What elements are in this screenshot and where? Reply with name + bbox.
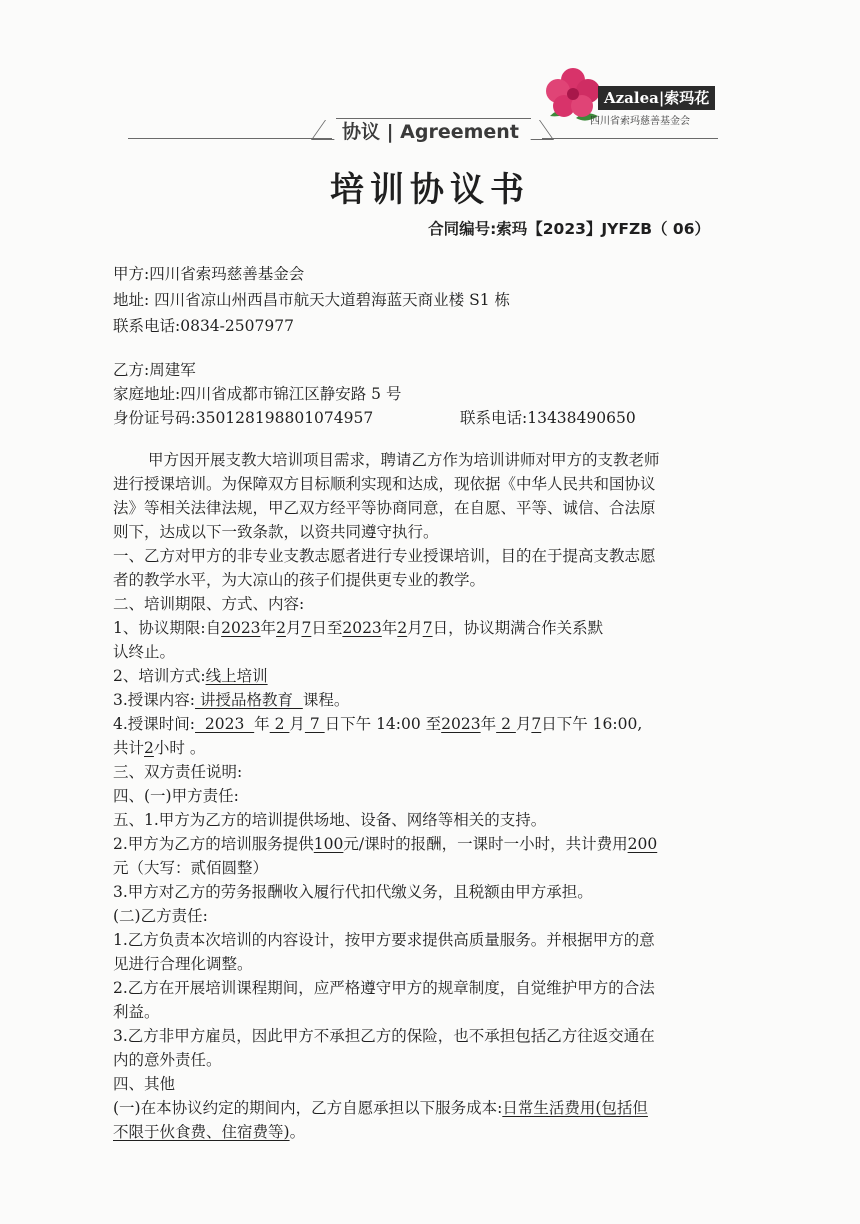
- logo-subtitle: 四川省索玛慈善基金会: [590, 116, 690, 127]
- clause-line: 一、乙方对甲方的非专业支教志愿者进行专业授课培训，目的在于提高支教志愿: [113, 547, 656, 565]
- party-a-phone: 联系电话:0834-2507977: [113, 317, 294, 335]
- clause-line: 认终止。: [113, 643, 176, 661]
- fee-rate: 100: [313, 835, 344, 853]
- intro-line: 进行授课培训。为保障双方目标顺利实现和达成，现依据《中华人民共和国协议: [113, 475, 656, 493]
- time-year: 2023: [195, 715, 255, 733]
- fee-label: 2.甲方为乙方的培训服务提供: [113, 835, 314, 853]
- clause-line: 元（大写：贰佰圆整）: [113, 859, 269, 877]
- party-b-name: 乙方:周建军: [113, 361, 196, 379]
- start-day: 7: [301, 619, 312, 637]
- party-b-id-line: [113, 408, 373, 428]
- day-unit: 日至: [311, 619, 343, 637]
- clause-line: 利益。: [113, 1003, 160, 1021]
- clause-line: 3.甲方对乙方的劳务报酬收入履行代扣代缴义务，且税额由甲方承担。: [113, 883, 593, 901]
- period-label: 1、协议期限:自: [113, 619, 222, 637]
- month-unit: 月: [515, 715, 532, 733]
- logo-name: Azalea|索玛花: [598, 86, 715, 110]
- time-end: 日下午 16:00,: [541, 715, 643, 733]
- time-start: 日下午 14:00 至: [324, 715, 442, 733]
- fee-total: 200: [627, 835, 658, 853]
- training-time-line: [113, 714, 642, 734]
- clause-line: 1.乙方负责本次培训的内容设计，按甲方要求提供高质量服务。并根据甲方的意: [113, 931, 655, 949]
- time-month: 2: [269, 715, 290, 733]
- cost-line: [113, 1122, 305, 1142]
- clause-line: 五、1.甲方为乙方的培训提供场地、设备、网络等相关的支持。: [113, 811, 547, 829]
- time-label: 4.授课时间:: [113, 715, 196, 733]
- section-heading: 三、双方责任说明:: [113, 763, 243, 781]
- hours-unit: 小时 。: [153, 739, 206, 757]
- content-tail: 课程。: [302, 691, 350, 709]
- month-unit: 月: [289, 715, 305, 733]
- intro-line: 则下，达成以下一致条款，以资共同遵守执行。: [113, 523, 439, 541]
- section-heading: (二)乙方责任:: [113, 907, 208, 925]
- month-unit: 月: [407, 619, 423, 637]
- section-heading: 二、培训期限、方式、内容:: [113, 595, 305, 613]
- month-unit: 月: [285, 619, 302, 637]
- party-b-phone: 联系电话:13438490650: [460, 409, 636, 427]
- time-end-month: 2: [496, 715, 516, 733]
- clause-line: 3.乙方非甲方雇员，因此甲方不承担乙方的保险，也不承担包括乙方往返交通在: [113, 1027, 655, 1045]
- contract-number: 合同编号:索玛【2023】JYFZB（ 06）: [428, 220, 710, 238]
- clause-line: 2.乙方在开展培训课程期间，应严格遵守甲方的规章制度，自觉维护甲方的合法: [113, 979, 655, 997]
- foundation-logo: [540, 66, 720, 128]
- end-month: 2: [397, 619, 408, 637]
- cost-tail: 。: [289, 1123, 306, 1141]
- header-band-title: 协议 | Agreement: [342, 121, 519, 143]
- clause-line: 见进行合理化调整。: [113, 955, 253, 973]
- content-value: 讲授品格教育: [195, 691, 303, 709]
- party-b-id-number: 身份证号码:350128198801074957: [113, 409, 374, 427]
- party-a-name: 甲方:四川省索玛慈善基金会: [113, 265, 305, 283]
- start-month: 2: [276, 619, 286, 637]
- intro-line: 甲方因开展支教大培训项目需求，聘请乙方作为培训讲师对甲方的支教老师: [148, 451, 660, 469]
- cost-line: [113, 1098, 648, 1118]
- total-hours: 2: [144, 739, 154, 757]
- training-content-line: [113, 690, 349, 710]
- total-label: 共计: [113, 739, 145, 757]
- time-end-day: 7: [531, 715, 542, 733]
- fee-line: [113, 834, 657, 854]
- total-hours-line: [113, 738, 205, 758]
- fee-middle: 元/课时的报酬，一课时一小时，共计费用: [343, 835, 628, 853]
- end-year: 2023: [342, 619, 382, 637]
- training-mode-line: [113, 666, 268, 686]
- section-heading: 四、其他: [113, 1075, 176, 1093]
- mode-value: 线上培训: [205, 667, 268, 685]
- period-tail: 日，协议期满合作关系默: [432, 619, 604, 637]
- clause-line: 内的意外责任。: [113, 1051, 222, 1069]
- start-year: 2023: [221, 619, 261, 637]
- agreement-period-line: [113, 618, 603, 638]
- year-unit: 年: [480, 715, 497, 733]
- party-a-address: 地址: 四川省凉山州西昌市航天大道碧海蓝天商业楼 S1 栋: [113, 291, 510, 309]
- document-title: 培训协议书: [330, 170, 530, 210]
- intro-line: 法》等相关法律法规，甲乙双方经平等协商同意，在自愿、平等、诚信、合法原: [113, 499, 656, 517]
- clause-line: 者的教学水平，为大凉山的孩子们提供更专业的教学。: [113, 571, 486, 589]
- section-heading: 四、(一)甲方责任:: [113, 787, 239, 805]
- end-day: 7: [422, 619, 433, 637]
- cost-label: (一)在本协议约定的期间内，乙方自愿承担以下服务成本:: [113, 1099, 503, 1117]
- year-unit: 年: [381, 619, 398, 637]
- cost-value: 日常生活费用(包括但: [502, 1099, 648, 1117]
- year-unit: 年: [260, 619, 277, 637]
- year-unit: 年: [254, 715, 270, 733]
- mode-label: 2、培训方式:: [113, 667, 206, 685]
- party-b-address: 家庭地址:四川省成都市锦江区静安路 5 号: [113, 385, 402, 403]
- time-end-year: 2023: [441, 715, 481, 733]
- content-label: 3.授课内容:: [113, 691, 196, 709]
- time-day: 7: [304, 715, 325, 733]
- cost-value: 不限于伙食费、住宿费等): [113, 1123, 290, 1141]
